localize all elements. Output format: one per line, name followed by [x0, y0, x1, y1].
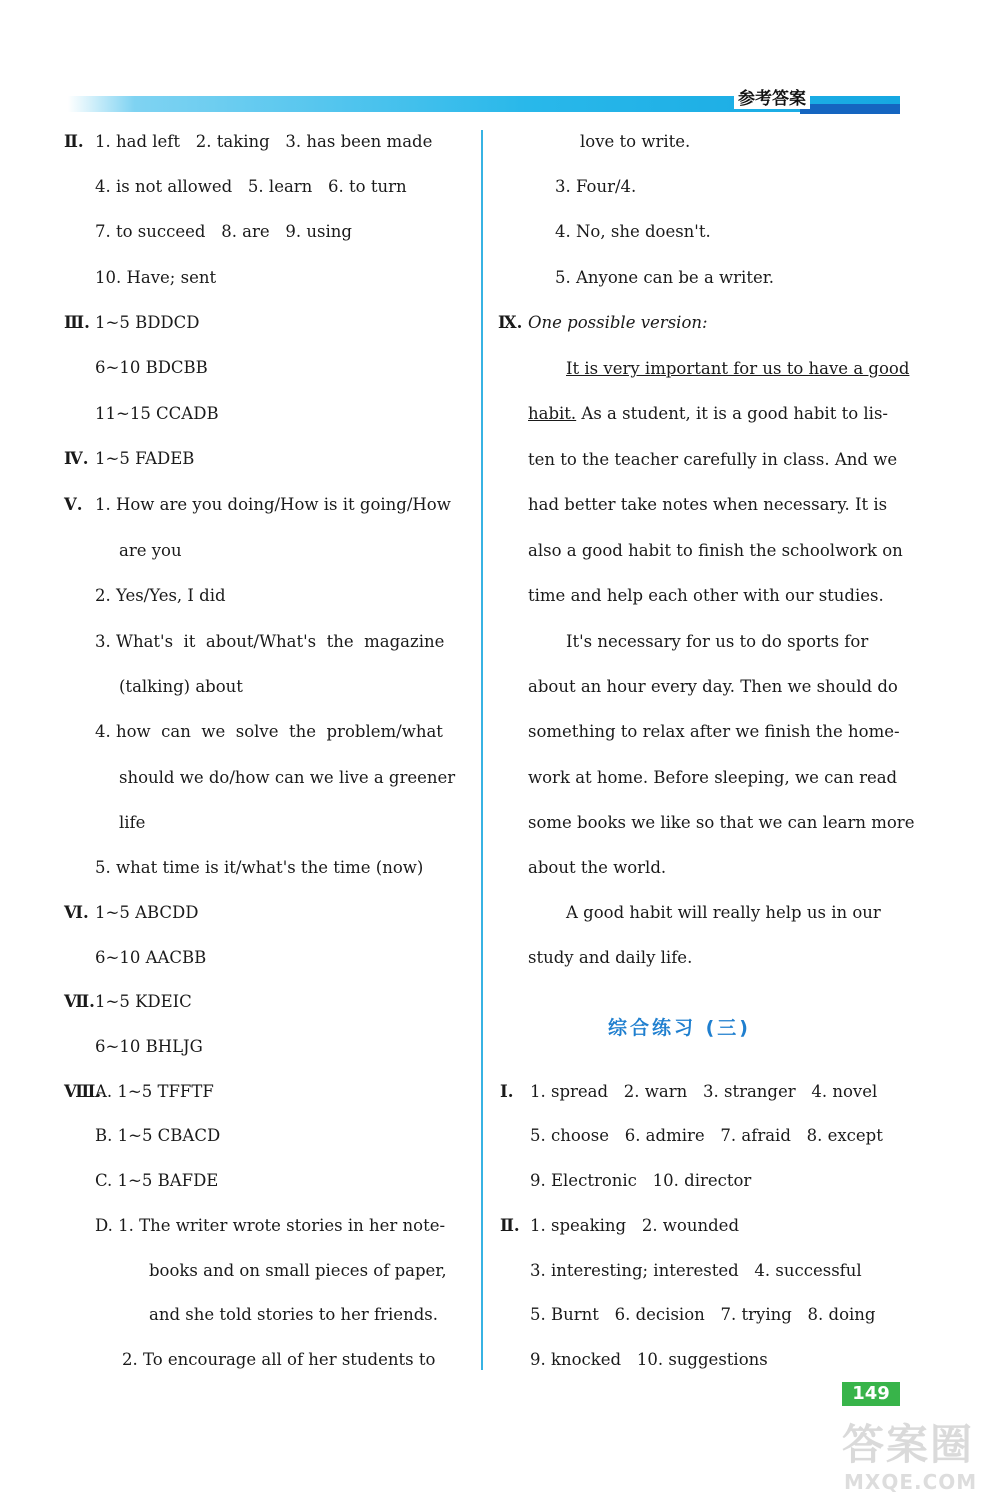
answer-line: 1. had left 2. taking 3. has been made	[95, 132, 433, 151]
section-number: Ⅱ.	[64, 132, 84, 151]
answer-line: should we do/how can we live a greener	[119, 768, 456, 787]
answer-line: 6~10 BDCBB	[95, 358, 208, 377]
section-number: Ⅵ.	[64, 903, 89, 922]
section-number: Ⅷ.	[64, 1082, 102, 1101]
essay-line: something to relax after we finish the home-	[528, 722, 900, 741]
essay-text: As a student, it is a good habit to lis-	[576, 404, 888, 423]
header-accent-band	[800, 104, 900, 114]
essay-line: about the world.	[528, 858, 667, 877]
essay-line: A good habit will really help us in our	[566, 903, 881, 922]
essay-line: study and daily life.	[528, 948, 693, 967]
answer-line: D. 1. The writer wrote stories in her note-	[95, 1216, 446, 1235]
answer-line: 1~5 ABCDD	[95, 903, 199, 922]
page-header-title: 参考答案	[734, 84, 810, 109]
essay-line: also a good habit to finish the schoolwork on	[528, 541, 903, 560]
answer-line: 10. Have; sent	[95, 268, 217, 287]
answer-line: love to write.	[580, 132, 691, 151]
answer-line: 1. speaking 2. wounded	[530, 1216, 740, 1235]
section-number: Ⅱ.	[500, 1216, 520, 1235]
answer-line: 3. What's it about/What's the magazine	[95, 632, 445, 651]
answer-line: books and on small pieces of paper,	[149, 1261, 447, 1280]
answer-line: 9. Electronic 10. director	[530, 1171, 752, 1190]
section-heading: 综合练习 (三)	[608, 1017, 751, 1039]
answer-line: 4. how can we solve the problem/what	[95, 722, 443, 741]
section-number: Ⅲ.	[64, 313, 90, 332]
column-divider	[481, 130, 483, 1370]
answer-line: 2. Yes/Yes, I did	[95, 586, 226, 605]
answer-line: 4. is not allowed 5. learn 6. to turn	[95, 177, 407, 196]
essay-line: about an hour every day. Then we should do	[528, 677, 898, 696]
answer-line: 1~5 KDEIC	[95, 992, 192, 1011]
essay-underlined-word: habit.	[528, 404, 577, 423]
essay-line	[528, 403, 888, 425]
answer-line: C. 1~5 BAFDE	[95, 1171, 219, 1190]
answer-line: 1. How are you doing/How is it going/How	[95, 495, 451, 514]
essay-line: had better take notes when necessary. It is	[528, 495, 888, 514]
answer-line: and she told stories to her friends.	[149, 1305, 438, 1324]
answer-line: 5. Burnt 6. decision 7. trying 8. doing	[530, 1305, 876, 1324]
essay-line: It is very important for us to have a good	[566, 359, 910, 378]
answer-line: (talking) about	[119, 677, 243, 696]
watermark-url: MXQE.COM	[844, 1470, 978, 1494]
essay-line: some books we like so that we can learn more	[528, 813, 915, 832]
answer-line: 5. what time is it/what's the time (now)	[95, 858, 424, 877]
answer-line: 9. knocked 10. suggestions	[530, 1350, 768, 1369]
answer-line: are you	[119, 541, 182, 560]
essay-line: time and help each other with our studies.	[528, 586, 884, 605]
section-number: Ⅶ.	[64, 992, 95, 1011]
answer-line: 1. spread 2. warn 3. stranger 4. novel	[530, 1082, 878, 1101]
watermark-text: 答案圈	[842, 1420, 975, 1469]
answer-line: 1~5 BDDCD	[95, 313, 200, 332]
essay-line: ten to the teacher carefully in class. And we	[528, 450, 898, 469]
section-number: Ⅸ.	[498, 313, 523, 332]
answer-line: 2. To encourage all of her students to	[122, 1350, 436, 1369]
answer-line: 5. Anyone can be a writer.	[555, 268, 775, 287]
essay-label: One possible version:	[528, 313, 708, 332]
answer-line: 3. Four/4.	[555, 177, 637, 196]
section-number: Ⅳ.	[64, 449, 89, 468]
page-number: 149	[842, 1382, 900, 1406]
section-number: Ⅴ.	[64, 495, 83, 514]
watermark-logo	[836, 1412, 986, 1496]
answer-line: B. 1~5 CBACD	[95, 1126, 221, 1145]
answer-line: 4. No, she doesn't.	[555, 222, 711, 241]
essay-line: work at home. Before sleeping, we can read	[528, 768, 898, 787]
answer-line: 11~15 CCADB	[95, 404, 219, 423]
essay-line: It's necessary for us to do sports for	[566, 632, 869, 651]
answer-line: 6~10 BHLJG	[95, 1037, 203, 1056]
section-number: Ⅰ.	[500, 1082, 514, 1101]
answer-line: life	[119, 813, 146, 832]
answer-line: 6~10 AACBB	[95, 948, 207, 967]
answer-line: 5. choose 6. admire 7. afraid 8. except	[530, 1126, 883, 1145]
answer-line: A. 1~5 TFFTF	[95, 1082, 214, 1101]
answer-line: 7. to succeed 8. are 9. using	[95, 222, 352, 241]
answer-line: 1~5 FADEB	[95, 449, 195, 468]
answer-line: 3. interesting; interested 4. successful	[530, 1261, 862, 1280]
